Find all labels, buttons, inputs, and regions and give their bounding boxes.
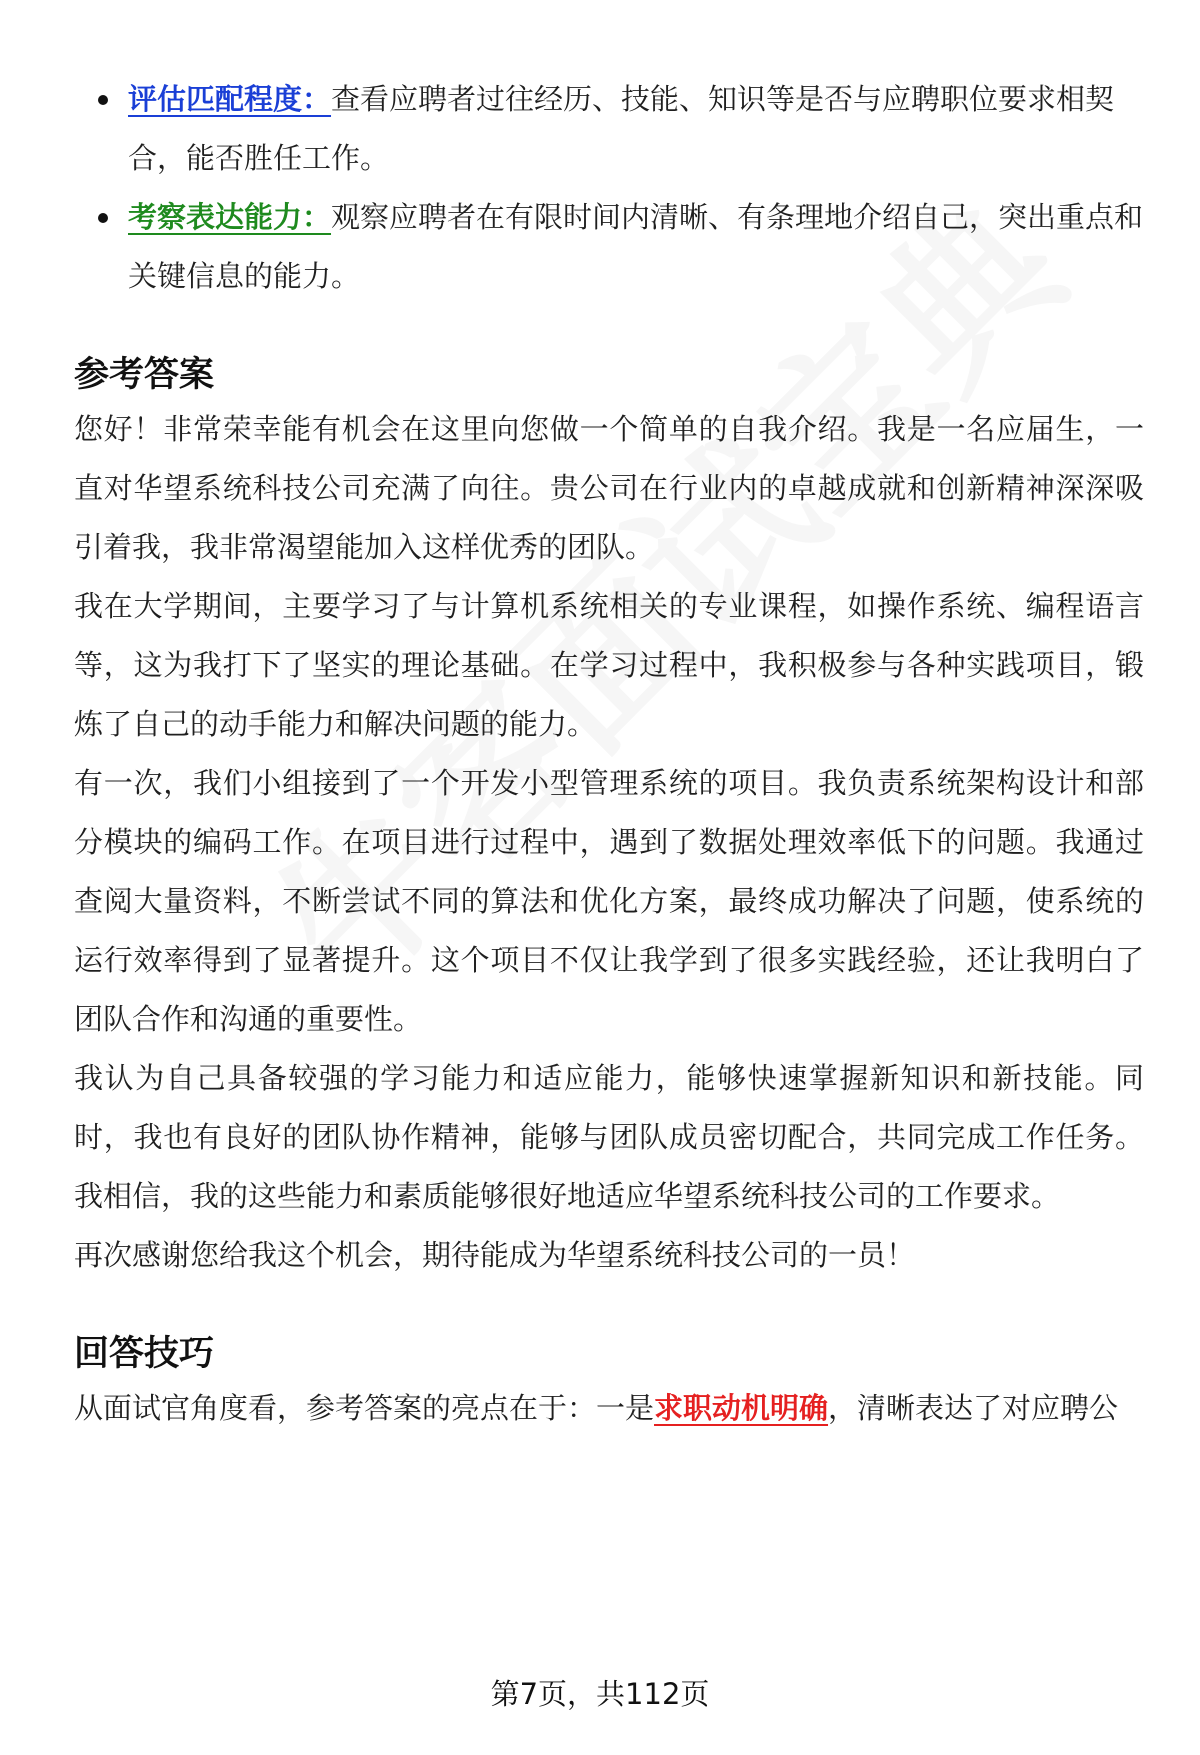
bullet-text: 观察应聘者在有限时间内清晰、有条理地介绍自己，突出重点和关键信息的能力。: [128, 200, 1144, 293]
section-title-reference: 参考答案: [74, 355, 215, 395]
paragraph: 您好！非常荣幸能有机会在这里向您做一个简单的自我介绍。我是一名应届生，一直对华望系统科技公司充满了向往。贵公司在行业内的卓越成就和创新精神深深吸引着我，我非常渴望能加入这样优秀的团队。: [74, 412, 1144, 564]
tips-intro-text-end: ，清晰表达了对应聘公: [828, 1391, 1119, 1425]
bullet-keyword: 考察表达能力：: [128, 200, 332, 234]
paragraph: 我在大学期间，主要学习了与计算机系统相关的专业课程，如操作系统、编程语言等，这为我打下了坚实的理论基础。在学习过程中，我积极参与各种实践项目，锻炼了自己的动手能力和解决问题的能力。: [74, 589, 1144, 741]
paragraph: 再次感谢您给我这个机会，期待能成为华望系统科技公司的一员！: [74, 1238, 916, 1272]
bullet-text: 查看应聘者过往经历、技能、知识等是否与应聘职位要求相契合，能否胜任工作。: [128, 82, 1115, 175]
tips-highlight: 求职动机明确: [654, 1391, 829, 1425]
bullet-keyword: 评估匹配程度：: [128, 82, 332, 116]
criteria-list: [74, 70, 1144, 306]
paragraph: 我认为自己具备较强的学习能力和适应能力，能够快速掌握新知识和新技能。同时，我也有良好的团队协作精神，能够与团队成员密切配合，共同完成工作任务。我相信，我的这些能力和素质能够很好地适应华望系统科技公司的工作要求。: [74, 1061, 1144, 1213]
paragraph: 有一次，我们小组接到了一个开发小型管理系统的项目。我负责系统架构设计和部分模块的编码工作。在项目进行过程中，遇到了数据处理效率低下的问题。我通过查阅大量资料，不断尝试不同的算法和优化方案，最终成功解决了问题，使系统的运行效率得到了显著提升。这个项目不仅让我学到了很多实践经验，还让我明白了团队合作和沟通的重要性。: [74, 766, 1144, 1036]
paragraph: [74, 1379, 1144, 1438]
page-number: 第7页，共112页: [490, 1677, 710, 1711]
list-item: [74, 188, 1144, 306]
bullet-dot-icon: [98, 95, 108, 105]
section-title-tips: 回答技巧: [74, 1334, 215, 1374]
list-item: [74, 70, 1144, 188]
page-content: [74, 70, 1144, 1438]
tips-intro-text: 从面试官角度看，参考答案的亮点在于：一是: [74, 1391, 655, 1425]
bullet-dot-icon: [98, 213, 108, 223]
